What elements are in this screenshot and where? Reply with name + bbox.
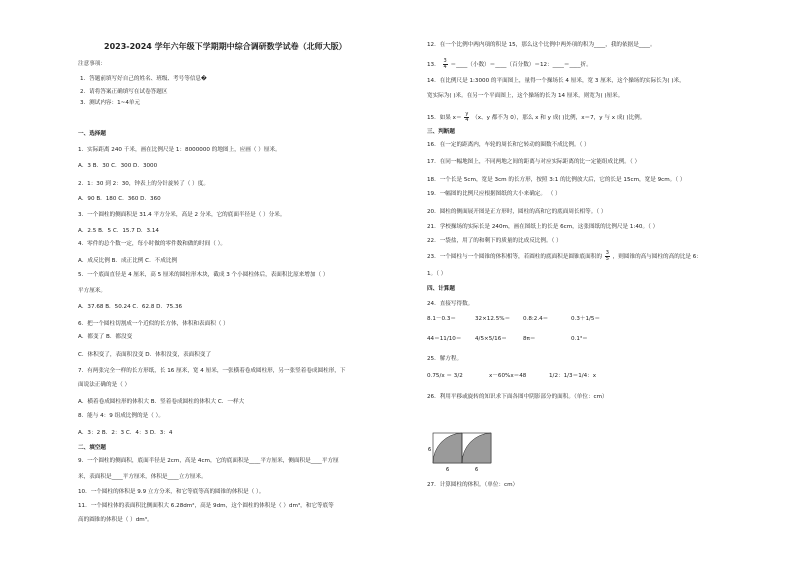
question-line: 25．解方程。 bbox=[427, 356, 463, 362]
question-line: 26．利用平移或旋转的知识求下面各图中阴影部分的面积。（单位：cm） bbox=[427, 394, 608, 400]
question-line: A．横着卷成圆柱形的体积大 B．竖着卷成圆柱的体积大 C．一样大 bbox=[78, 399, 245, 405]
question-line: 19．一幅图的比例尺应根据图纸的大小来确定。 （ ） bbox=[427, 191, 561, 197]
question-line: A．都变了 B．都没变 bbox=[78, 334, 133, 340]
question-line: 16．在一定的距离内，车轮的周长和它转动的圈数不成比例。（ ） bbox=[427, 142, 590, 148]
figure-shaded-region-left bbox=[433, 433, 462, 463]
note-2: 2．请将答案正确填写在试卷答题区 bbox=[80, 89, 168, 95]
equation-row bbox=[427, 373, 596, 380]
question-line: 20．圆柱的侧面展开图是正方形时，圆柱的高和它的底面周长相等。（ ） bbox=[427, 209, 607, 215]
question-line: 18．一个长是 5cm，宽是 3cm 的长方形，按照 3:1 的比例放大后，它的长是 15cm，宽是 9cm。（ ） bbox=[427, 177, 686, 183]
question-line: 米，表面积是____平方厘米，体积是____立方厘米。 bbox=[78, 474, 207, 480]
note-1: 1．答题前填写好自己的姓名、班级、考号等信息� bbox=[80, 76, 207, 82]
q15-den: 4 bbox=[465, 117, 469, 123]
question-line: 22．一袋盐，用了的和剩下的质量的比成反比例。（ ） bbox=[427, 238, 562, 244]
calc-item: 32×12.5%＝ bbox=[475, 316, 511, 322]
question-line: 14．在比例尺是 1:3000 的平面图上，量得一个操场长 4 厘米，宽 3 厘米，这个操场的实际长为( )米， bbox=[427, 78, 685, 84]
q15-prefix: 15．如果 x＝ bbox=[427, 115, 462, 121]
question-line: 3．一个圆柱的侧面积是 31.4 平方分米，高是 2 分米，它的底面半径是（ ）分米。 bbox=[78, 212, 286, 218]
calc-item: 4/5×5/16＝ bbox=[475, 336, 507, 342]
question-line: 5．一个底面直径是 4 厘米，高 5 厘米的圆柱形木块，截成 3 个小圆柱体后，表面积比原来增加（ ） bbox=[78, 272, 329, 278]
calc-item: 0.3＋1/5＝ bbox=[571, 316, 601, 322]
question-line: 6．把一个圆柱切割成一个近似的长方体，体积和表面积（ ） bbox=[78, 321, 229, 327]
question-line: 17．在同一幅地图上，不同两地之间的距离与对应实际距离的比一定能组成比例。（ ） bbox=[427, 159, 641, 165]
equation-item: 1/2：1/3＝1/4：x bbox=[549, 373, 597, 379]
question-line: A．90 B．180 C．360 D．360 bbox=[78, 196, 161, 202]
q13-prefix: 13． bbox=[427, 62, 440, 68]
figure-shaded-region-right bbox=[462, 433, 491, 463]
calc-row-1 bbox=[427, 316, 600, 323]
q23-num: 3 bbox=[605, 250, 609, 256]
q15-num: y bbox=[465, 111, 469, 117]
question-15 bbox=[427, 112, 645, 123]
question-line: A．3 B．30 C．300 D．3000 bbox=[78, 163, 158, 169]
calc-item: 8.1－0.3＝ bbox=[427, 316, 456, 322]
calc-row-2 bbox=[427, 336, 588, 343]
q13-num: 3 bbox=[443, 58, 447, 64]
question-line: 10．一个圆柱的体积是 9.9 立方分米，和它等底等高的圆锥的体积是（ ）。 bbox=[78, 489, 265, 495]
question-line: 2．1：30 到 2：30，钟表上的分针旋转了（ ）度。 bbox=[78, 181, 209, 187]
q13-fraction bbox=[443, 59, 448, 70]
calc-item: 8π＝ bbox=[523, 336, 536, 342]
figure-bottom-label-2: 6 bbox=[475, 467, 479, 473]
question-23 bbox=[427, 251, 702, 262]
exam-title: 2023-2024 学年六年级下学期期中综合调研数学试卷（北师大版） bbox=[104, 42, 347, 51]
question-line: 7．有两张完全一样的长方形纸，长 16 厘米，宽 4 厘米，一张横着卷成圆柱形，另一张竖着卷成圆柱形，下 bbox=[78, 368, 346, 374]
question-line: A．2.5 B．5 C．15.7 D．3.14 bbox=[78, 228, 159, 234]
question-line: 27．计算圆柱的体积。（单位：cm） bbox=[427, 482, 519, 488]
calc-item: 44＝11/10＝ bbox=[427, 336, 462, 342]
question-line: 1．实际距离 240 千米，画在比例尺是 1：8000000 的地图上，应画（ ）厘米。 bbox=[78, 147, 281, 153]
equation-item: 0.75/x ＝ 3/2 bbox=[427, 373, 463, 379]
question-line: 4．零件的总个数一定，每小时做的零件数和做的时间（ ）。 bbox=[78, 241, 226, 247]
q23-fraction bbox=[605, 251, 610, 262]
question-line: 21．学校操场的实际长是 240m，画在图纸上的长是 6cm，这张图纸的比例尺是 1:40。（ ） bbox=[427, 224, 659, 230]
q23-den: 5 bbox=[605, 256, 609, 262]
equation-item: x－60%x＝48 bbox=[489, 373, 527, 379]
calc-item: 0.1³＝ bbox=[571, 336, 588, 342]
notes-heading: 注意事项： bbox=[78, 61, 106, 67]
section-heading: 三、判断题 bbox=[427, 129, 455, 135]
q15-fraction bbox=[464, 112, 469, 123]
question-line: 8．能与 4：9 组成比例的是（ ）。 bbox=[78, 413, 164, 419]
question-line: 面说法正确的是（ ） bbox=[78, 382, 131, 388]
question-line: 24．直接写得数。 bbox=[427, 301, 474, 307]
question-line: 12．在一个比例中两内项的积是 15，那么这个比例中两外项的积为____，我的依据是____。 bbox=[427, 42, 656, 48]
q23-line2: 1。（ ） bbox=[427, 271, 447, 277]
note-3: 3．测试内容：1~4单元 bbox=[80, 100, 141, 106]
section-heading: 四、计算题 bbox=[427, 286, 455, 292]
question-line: 高的圆锥的体积是（ ）dm³。 bbox=[78, 517, 153, 523]
q15-rest: （x、y 都不为 0），那么 x 和 y 成( )比例，x＝7，y 与 x 成( )比例。 bbox=[472, 115, 646, 121]
shaded-area-figure bbox=[427, 432, 497, 474]
question-line: 宽实际为( )米。在另一个平面图上，这个操场的长为 14 厘米，则宽为( )厘米。 bbox=[427, 93, 624, 99]
question-line: A．成反比例 B．成正比例 C．不成比例 bbox=[78, 258, 178, 264]
question-line: A．37.68 B．50.24 C．62.8 D．75.36 bbox=[78, 304, 183, 310]
q23-text: 23．一个圆柱与一个圆锥的体积相等，若圆柱的底面积是圆锥底面积的 bbox=[427, 254, 602, 260]
calc-item: 0.8:2.4＝ bbox=[523, 316, 549, 322]
question-line: 平方厘米。 bbox=[78, 288, 106, 294]
section-heading: 一、选择题 bbox=[78, 131, 106, 137]
figure-bottom-label-1: 6 bbox=[446, 467, 450, 473]
q23-rest: ，则圆锥的高与圆柱的高的比是 6： bbox=[612, 254, 702, 260]
question-13 bbox=[427, 59, 592, 70]
question-line: A．3：2 B．2：3 C．4：3 D．3：4 bbox=[78, 430, 173, 436]
question-line: 11．一个圆柱体的表面积比侧面积大 6.28dm²，高是 9dm，这个圆柱的体积是（ ）dm³，和它等底等 bbox=[78, 503, 334, 509]
question-line: C．体积变了，表面积没变 D．体积没变，表面积变了 bbox=[78, 352, 212, 358]
section-heading: 二、填空题 bbox=[78, 445, 106, 451]
q13-rest: ＝____（小数）＝____（百分数）＝12：____＝____折。 bbox=[450, 62, 592, 68]
q13-den: 4 bbox=[443, 64, 447, 70]
question-line: 9．一个圆柱的侧面积，底面半径是 2cm，高是 4cm，它的底面积是____平方厘米，侧面积是____平方厘 bbox=[78, 458, 339, 464]
figure-side-label: 6 bbox=[428, 447, 432, 453]
